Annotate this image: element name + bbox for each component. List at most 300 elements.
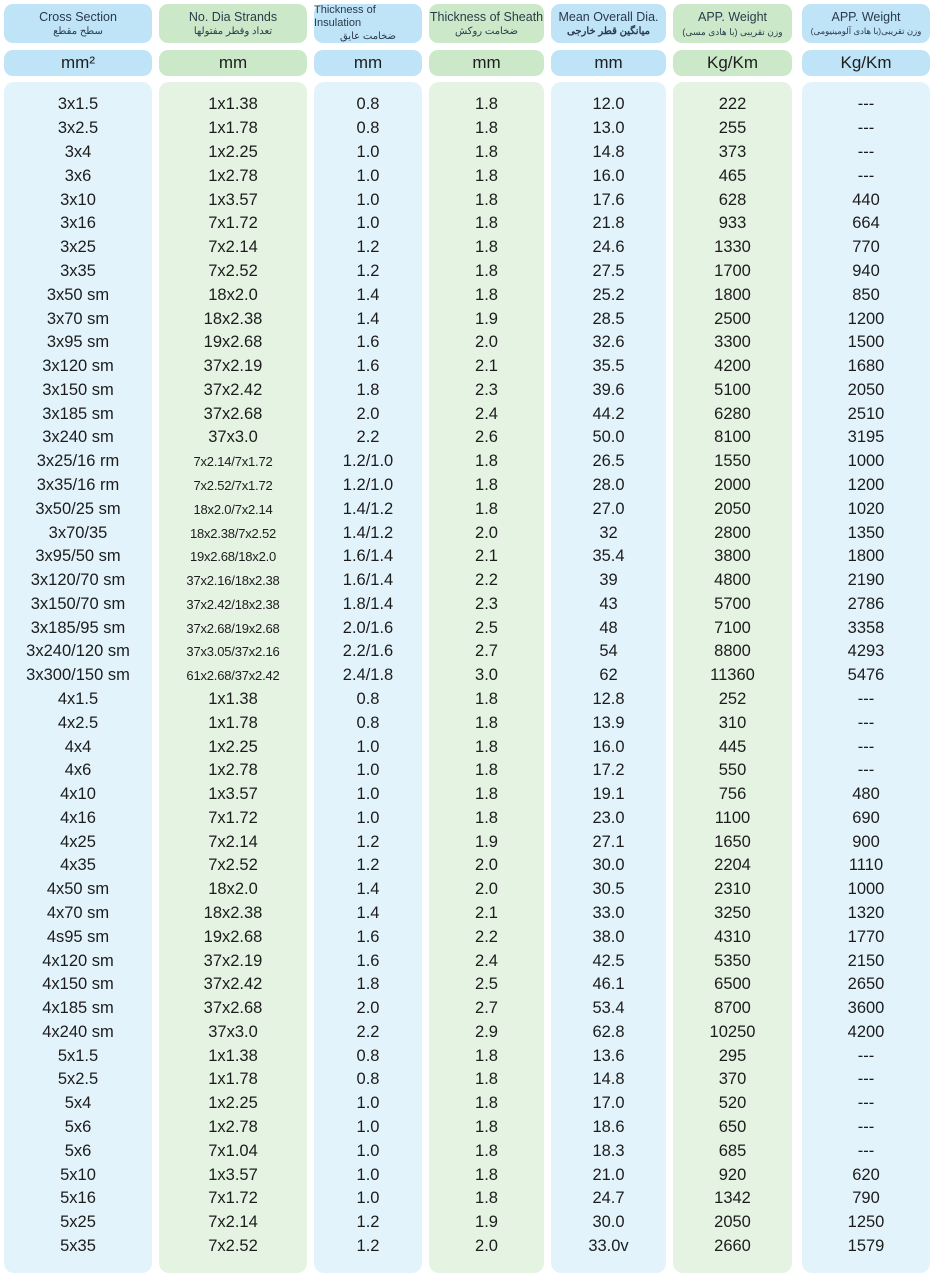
cell-weight-copper: 756 [718,785,747,804]
cell-weight-copper: 3800 [714,547,751,566]
cell-strands: 1x3.57 [208,785,258,804]
cell-sheath: 2.6 [475,428,498,447]
table-row [0,378,934,402]
unit-weight-copper: Kg/Km [673,50,792,76]
cell-cross-section: 4x150 sm [42,975,114,994]
cell-weight-copper: 252 [718,689,747,708]
cell-weight-aluminium: 1000 [847,880,885,899]
cell-weight-copper: 5700 [714,594,751,613]
cell-weight-copper: 222 [718,95,747,114]
cell-insulation: 1.0 [356,1118,380,1137]
header-cross-section [4,4,152,43]
cell-cross-section: 5x4 [64,1094,92,1113]
cell-cross-section: 4x35 [60,856,96,875]
cell-strands: 18x2.38 [203,904,263,922]
cell-weight-copper: 2050 [714,499,751,518]
cell-cross-section: 3x10 [60,190,96,209]
cell-insulation: 1.6 [356,333,380,352]
unit-sheath: mm [429,50,544,76]
cell-weight-copper: 4200 [714,357,751,376]
cell-sheath: 1.8 [475,1118,498,1137]
cell-weight-aluminium: 1200 [847,309,885,328]
cell-overall-dia: 13.0 [592,119,625,138]
cell-weight-copper: 2800 [714,523,751,542]
cell-insulation: 0.8 [356,1046,380,1065]
table-row [0,1092,934,1116]
header-sheath [429,4,544,43]
table-row [0,1044,934,1068]
cell-overall-dia: 16.0 [592,166,625,185]
header-label-en: Thickness of Sheath [429,9,544,24]
table-row [0,545,934,569]
cell-insulation: 1.0 [356,785,380,804]
cell-insulation: 1.0 [356,1189,380,1208]
table-row [0,1235,934,1259]
cell-sheath: 1.8 [475,761,498,780]
cell-weight-copper: 520 [718,1094,747,1113]
cell-weight-copper: 685 [718,1141,747,1160]
cell-sheath: 1.8 [475,499,498,518]
cell-weight-copper: 1342 [714,1189,751,1208]
cell-sheath: 1.8 [475,1094,498,1113]
unit-weight-aluminium: Kg/Km [802,50,930,76]
cell-overall-dia: 27.5 [592,261,625,280]
header-overall-dia [551,4,666,43]
cell-overall-dia: 12.0 [592,95,625,114]
cell-insulation: 1.0 [356,1165,380,1184]
cell-cross-section: 3x35 [60,261,96,280]
cell-sheath: 2.5 [475,975,498,994]
header-label-en: Cross Section [39,9,117,24]
cell-cross-section: 5x10 [60,1165,96,1184]
table-row [0,807,934,831]
header-label-fa: وزن تقریبی(با هادی آلومینیومی) [810,25,922,36]
cell-sheath: 2.4 [475,404,498,423]
header-label-fa: سطح مقطع [53,25,103,37]
cell-cross-section: 3x240/120 sm [26,642,130,661]
cell-overall-dia: 24.7 [592,1189,625,1208]
cell-weight-copper: 255 [718,119,747,138]
cell-strands: 37x2.68 [203,999,263,1018]
cell-insulation: 2.2 [356,428,380,447]
cell-overall-dia: 18.6 [592,1118,625,1137]
cell-overall-dia: 19.1 [592,785,625,804]
cell-overall-dia: 17.6 [592,190,625,209]
cell-weight-aluminium: --- [857,1118,875,1137]
cell-strands: 1x2.78 [208,761,258,780]
cell-sheath: 1.8 [475,785,498,804]
cell-cross-section: 3x50 sm [46,285,110,304]
cell-overall-dia: 43 [599,594,618,613]
unit-insulation: mm [314,50,422,76]
cell-cross-section: 3x2.5 [57,119,99,138]
header-weight-aluminium [802,4,930,43]
cell-insulation: 1.2 [356,1213,380,1232]
cell-weight-copper: 295 [718,1046,747,1065]
cell-sheath: 2.0 [475,856,498,875]
cell-strands: 37x3.05/37x2.16 [186,644,280,660]
cell-insulation: 2.0/1.6 [342,618,394,637]
cell-sheath: 1.8 [475,261,498,280]
cell-sheath: 2.3 [475,380,498,399]
cell-insulation: 1.2 [356,832,380,851]
table-row [0,664,934,688]
cell-sheath: 1.8 [475,190,498,209]
cell-weight-aluminium: 664 [852,214,880,233]
cell-weight-aluminium: 850 [852,285,880,304]
cell-insulation: 1.0 [356,761,380,780]
cell-weight-aluminium: --- [857,166,875,185]
cell-sheath: 1.8 [475,452,498,471]
cell-overall-dia: 26.5 [592,452,625,471]
cell-cross-section: 3x150/70 sm [30,594,126,613]
cell-weight-copper: 920 [718,1165,747,1184]
cell-strands: 1x1.38 [208,689,258,708]
cell-insulation: 1.2/1.0 [342,475,394,494]
cell-sheath: 1.8 [475,1070,498,1089]
cell-insulation: 1.2 [356,238,380,257]
cell-insulation: 1.4 [356,880,380,899]
cell-weight-aluminium: 620 [852,1165,880,1184]
cell-sheath: 2.0 [475,1236,498,1255]
table-row [0,1211,934,1235]
cell-cross-section: 5x1.5 [57,1046,99,1065]
cell-sheath: 2.0 [475,523,498,542]
table-row [0,569,934,593]
cell-strands: 37x3.0 [208,428,258,447]
cell-insulation: 1.2/1.0 [342,452,394,471]
cell-overall-dia: 14.8 [592,143,625,162]
cell-weight-copper: 6500 [714,975,751,994]
cell-cross-section: 3x120 sm [42,357,114,376]
header-label-fa: میانگین قطر خارجی [567,25,650,37]
cell-insulation: 1.0 [356,214,380,233]
cell-cross-section: 3x25 [60,238,96,257]
cell-sheath: 2.7 [475,999,498,1018]
cell-insulation: 1.0 [356,737,380,756]
table-row [0,331,934,355]
cell-overall-dia: 12.8 [592,689,625,708]
cell-weight-copper: 1330 [714,238,751,257]
table-row [0,497,934,521]
cell-insulation: 1.4 [356,285,380,304]
table-row [0,1139,934,1163]
cell-insulation: 1.0 [356,1141,380,1160]
cell-strands: 1x3.57 [208,190,258,209]
cell-sheath: 1.8 [475,95,498,114]
cell-insulation: 1.0 [356,166,380,185]
cell-weight-aluminium: 1250 [847,1213,885,1232]
table-row [0,1163,934,1187]
cell-overall-dia: 54 [599,642,618,661]
cell-sheath: 2.0 [475,333,498,352]
cell-weight-aluminium: 2510 [847,404,885,423]
cell-insulation: 1.0 [356,1094,380,1113]
cell-weight-aluminium: 3195 [847,428,885,447]
cell-insulation: 1.0 [356,190,380,209]
cell-strands: 37x3.0 [208,1022,258,1041]
cell-overall-dia: 17.2 [592,761,625,780]
table-row [0,188,934,212]
cell-weight-aluminium: 1500 [847,333,885,352]
table-row [0,688,934,712]
cell-sheath: 2.5 [475,618,498,637]
table-row [0,1068,934,1092]
cell-overall-dia: 16.0 [592,737,625,756]
cell-sheath: 2.4 [475,951,498,970]
table-row [0,426,934,450]
cell-insulation: 1.4 [356,309,380,328]
table-row [0,592,934,616]
cell-overall-dia: 44.2 [592,404,625,423]
table-row [0,949,934,973]
cell-strands: 7x2.14 [208,832,258,851]
table-row [0,759,934,783]
cell-sheath: 2.9 [475,1022,498,1041]
cell-cross-section: 3x50/25 sm [35,499,121,518]
cell-strands: 18x2.38/7x2.52 [189,525,277,541]
table-row [0,854,934,878]
cell-overall-dia: 23.0 [592,808,625,827]
cell-strands: 19x2.68 [203,927,263,946]
cell-cross-section: 4x120 sm [42,951,114,970]
cell-sheath: 1.8 [475,119,498,138]
cell-insulation: 1.8 [356,380,380,399]
table-row [0,283,934,307]
cell-overall-dia: 48 [599,618,618,637]
cell-weight-aluminium: --- [857,737,875,756]
cell-sheath: 1.8 [475,1189,498,1208]
header-label-fa: ضخامت روکش [454,25,519,37]
cell-cross-section: 3x300/150 sm [26,666,130,685]
cell-weight-copper: 11360 [710,666,755,685]
table-row [0,1116,934,1140]
cell-weight-aluminium: 1770 [847,927,885,946]
cell-weight-copper: 5100 [714,380,751,399]
cell-insulation: 1.4/1.2 [342,499,394,518]
cell-cross-section: 4x16 [60,808,96,827]
cell-overall-dia: 62.8 [592,1022,625,1041]
header-label-en: APP. Weight [831,10,901,25]
cell-strands: 7x2.52 [208,1236,258,1255]
cell-overall-dia: 28.5 [592,309,625,328]
cell-cross-section: 3x35/16 rm [36,475,120,494]
table-row [0,830,934,854]
table-row [0,997,934,1021]
cell-strands: 1x3.57 [208,1165,258,1184]
cell-strands: 18x2.38 [203,309,263,328]
cell-overall-dia: 21.0 [592,1165,625,1184]
cell-sheath: 1.8 [475,1141,498,1160]
cell-overall-dia: 28.0 [592,475,625,494]
cell-weight-aluminium: --- [857,95,875,114]
cell-weight-aluminium: 3358 [847,618,885,637]
cell-overall-dia: 27.0 [592,499,625,518]
cell-strands: 1x2.25 [208,737,258,756]
cell-strands: 1x2.25 [208,143,258,162]
cell-weight-aluminium: --- [857,119,875,138]
cell-weight-aluminium: --- [857,761,875,780]
unit-strands: mm [159,50,307,76]
cell-strands: 19x2.68 [203,333,263,352]
cell-sheath: 1.8 [475,1165,498,1184]
cell-overall-dia: 50.0 [592,428,625,447]
cell-cross-section: 5x6 [64,1141,92,1160]
cell-cross-section: 3x240 sm [42,428,114,447]
cell-cross-section: 3x95/50 sm [35,547,121,566]
cell-overall-dia: 18.3 [592,1141,625,1160]
cell-weight-copper: 373 [718,143,747,162]
cell-insulation: 2.2 [356,1022,380,1041]
cell-weight-copper: 2500 [714,309,751,328]
cell-weight-copper: 2204 [714,856,751,875]
header-insulation [314,4,422,43]
cell-weight-aluminium: 1320 [847,904,885,922]
cell-weight-copper: 4800 [714,571,751,590]
cell-sheath: 1.9 [475,1213,498,1232]
cell-cross-section: 3x185 sm [42,404,114,423]
cell-cross-section: 4x2.5 [57,713,99,732]
cell-insulation: 1.8 [356,975,380,994]
table-row [0,521,934,545]
cell-cross-section: 3x6 [64,166,92,185]
cell-cross-section: 4x50 sm [46,880,110,899]
cell-weight-aluminium: 940 [852,261,880,280]
cell-weight-aluminium: 2050 [847,380,885,399]
cell-sheath: 1.8 [475,737,498,756]
cell-insulation: 1.2 [356,261,380,280]
table-row [0,93,934,117]
cell-overall-dia: 25.2 [592,285,625,304]
cell-cross-section: 4x4 [64,737,92,756]
cell-insulation: 1.2 [356,856,380,875]
table-row [0,1187,934,1211]
header-label-fa: ضخامت عایق [339,31,397,43]
cell-weight-aluminium: 2650 [847,975,885,994]
cell-overall-dia: 42.5 [592,951,625,970]
table-row [0,973,934,997]
table-row [0,260,934,284]
cell-weight-aluminium: 1350 [847,523,885,542]
cell-strands: 37x2.19 [203,357,263,376]
cell-weight-aluminium: 5476 [847,666,885,685]
cell-weight-aluminium: 480 [852,785,880,804]
cell-weight-copper: 445 [718,737,747,756]
cell-sheath: 1.8 [475,214,498,233]
table-row [0,925,934,949]
cell-cross-section: 5x2.5 [57,1070,99,1089]
cell-weight-copper: 1650 [714,832,751,851]
cell-cross-section: 4x70 sm [46,904,110,922]
table-row [0,711,934,735]
cell-weight-aluminium: 1579 [847,1236,885,1255]
cell-weight-aluminium: 900 [852,832,880,851]
cell-cross-section: 3x70/35 [48,523,108,542]
cell-weight-copper: 465 [718,166,747,185]
cell-cross-section: 4x25 [60,832,96,851]
cell-sheath: 2.1 [475,904,498,922]
cell-strands: 1x2.78 [208,1118,258,1137]
cell-strands: 18x2.0/7x2.14 [193,501,273,517]
cell-strands: 7x2.52 [208,856,258,875]
cell-strands: 7x1.72 [208,1189,258,1208]
cell-weight-copper: 650 [718,1118,747,1137]
cell-overall-dia: 17.0 [592,1094,625,1113]
cell-sheath: 1.8 [475,475,498,494]
cell-cross-section: 4x1.5 [57,689,99,708]
cell-weight-aluminium: --- [857,1141,875,1160]
table-row [0,307,934,331]
cell-cross-section: 3x120/70 sm [30,571,126,590]
cell-cross-section: 3x150 sm [42,380,114,399]
cell-strands: 18x2.0 [208,880,258,899]
cell-strands: 37x2.42/18x2.38 [186,596,280,612]
cell-weight-copper: 1700 [714,261,751,280]
cell-weight-aluminium: 1000 [847,452,885,471]
header-weight-copper [673,4,792,43]
cell-overall-dia: 21.8 [592,214,625,233]
cell-weight-copper: 8700 [714,999,751,1018]
cell-cross-section: 4x185 sm [42,999,114,1018]
cell-insulation: 2.0 [356,999,380,1018]
cell-cross-section: 5x16 [60,1189,96,1208]
cell-weight-aluminium: 2190 [847,571,885,590]
cell-strands: 61x2.68/37x2.42 [186,668,280,684]
cell-overall-dia: 32.6 [592,333,625,352]
cell-strands: 37x2.42 [203,380,263,399]
cell-overall-dia: 46.1 [592,975,625,994]
cell-weight-aluminium: --- [857,143,875,162]
table-row [0,164,934,188]
cell-weight-aluminium: 690 [852,808,880,827]
cell-overall-dia: 33.0 [592,904,625,922]
cell-weight-aluminium: 1800 [847,547,885,566]
cell-strands: 18x2.0 [208,285,258,304]
table-row [0,902,934,926]
cell-insulation: 1.6 [356,927,380,946]
cell-weight-aluminium: 4200 [847,1022,885,1041]
cell-strands: 7x1.72 [208,808,258,827]
cell-sheath: 1.8 [475,143,498,162]
cell-overall-dia: 62 [599,666,618,685]
header-label-fa: تعداد وقطر مفتولها [193,25,273,37]
header-label-fa: وزن تقریبی (با هادی مسی) [682,26,783,37]
cell-overall-dia: 39.6 [592,380,625,399]
table-row [0,878,934,902]
cell-weight-copper: 3300 [714,333,751,352]
cell-sheath: 1.9 [475,832,498,851]
cell-overall-dia: 33.0v [588,1236,629,1255]
cell-strands: 1x1.78 [208,119,258,138]
cell-overall-dia: 30.0 [592,1213,625,1232]
cell-weight-copper: 2660 [714,1236,751,1255]
cell-sheath: 1.8 [475,1046,498,1065]
cell-weight-copper: 1550 [714,452,751,471]
cell-insulation: 1.6/1.4 [342,571,394,590]
cell-weight-copper: 4310 [714,927,751,946]
table-row [0,236,934,260]
cell-overall-dia: 53.4 [592,999,625,1018]
cell-overall-dia: 24.6 [592,238,625,257]
cell-overall-dia: 13.9 [592,713,625,732]
cell-insulation: 2.2/1.6 [342,642,394,661]
cell-insulation: 0.8 [356,689,380,708]
cell-overall-dia: 27.1 [592,832,625,851]
cell-sheath: 2.2 [475,571,498,590]
cell-strands: 1x1.78 [208,1070,258,1089]
header-label-en: Thickness of Insulation [314,4,376,29]
cell-strands: 7x2.14/7x1.72 [193,454,273,470]
